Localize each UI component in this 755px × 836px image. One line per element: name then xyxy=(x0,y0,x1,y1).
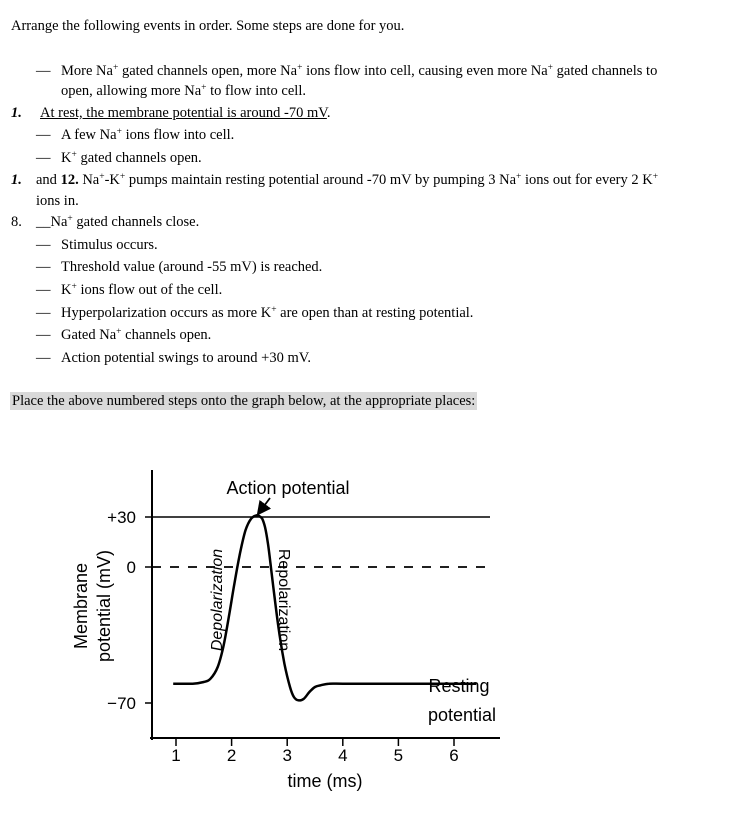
y-tick-label: +30 xyxy=(107,508,136,527)
step-number: 8. xyxy=(11,214,22,230)
step-text: K+ ions flow out of the cell. xyxy=(61,282,223,298)
x-tick-label: 2 xyxy=(226,746,237,765)
dash-marker: — xyxy=(36,127,51,143)
potential-label: potential xyxy=(427,705,497,725)
dash-marker: — xyxy=(36,150,51,166)
step-number: 1. xyxy=(11,172,22,188)
x-tick-label: 5 xyxy=(393,746,404,765)
dash-marker: — xyxy=(36,350,51,366)
step-text: At rest, the membrane potential is around -70 mV. xyxy=(40,105,331,121)
placement-instruction: Place the above numbered steps onto the graph below, at the appropriate places: xyxy=(12,393,476,409)
resting-label: Resting xyxy=(428,676,490,696)
step-text: K+ gated channels open. xyxy=(61,150,202,166)
step-text: A few Na+ ions flow into cell. xyxy=(61,127,235,143)
x-tick-label: 4 xyxy=(338,746,348,765)
step-text: Gated Na+ channels open. xyxy=(61,327,212,343)
step-text: Action potential swings to around +30 mV. xyxy=(61,350,311,366)
dash-marker: — xyxy=(36,305,51,321)
x-tick-label: 6 xyxy=(449,746,459,765)
depolarization-label: Depolarization xyxy=(209,548,226,652)
step-text-continued: open, allowing more Na+ to flow into cell. xyxy=(61,83,306,99)
dash-marker: — xyxy=(36,327,51,343)
chart-title: Action potential xyxy=(226,478,350,498)
step-text-continued: ions in. xyxy=(36,193,79,209)
dash-marker: — xyxy=(36,237,51,253)
x-tick-label: 1 xyxy=(171,746,181,765)
step-text: Stimulus occurs. xyxy=(61,237,158,253)
dash-marker: — xyxy=(36,282,51,298)
y-axis-title: Membrane xyxy=(71,562,91,650)
step-text: __Na+ gated channels close. xyxy=(36,214,200,230)
x-axis-title: time (ms) xyxy=(287,771,363,791)
repolarization-label: Repolarization xyxy=(275,548,292,652)
instruction-text: Arrange the following events in order. Some steps are done for you. xyxy=(11,18,405,34)
dash-marker: — xyxy=(36,259,51,275)
step-text: Threshold value (around -55 mV) is reached. xyxy=(61,259,323,275)
y-tick-label: 0 xyxy=(126,558,136,577)
title-arrow xyxy=(261,498,270,510)
y-tick-label: −70 xyxy=(107,694,136,713)
dash-marker: — xyxy=(36,63,51,79)
step-text: and 12. Na+-K+ pumps maintain resting potential around -70 mV by pumping 3 Na+ ions out for every 2 K+ xyxy=(36,172,659,188)
step-number: 1. xyxy=(11,105,22,121)
step-text: Hyperpolarization occurs as more K+ are open than at resting potential. xyxy=(61,305,474,321)
step-text: More Na+ gated channels open, more Na+ ions flow into cell, causing even more Na+ gated channels to xyxy=(61,63,658,79)
y-axis-title: potential (mV) xyxy=(94,549,114,663)
x-tick-label: 3 xyxy=(282,746,292,765)
